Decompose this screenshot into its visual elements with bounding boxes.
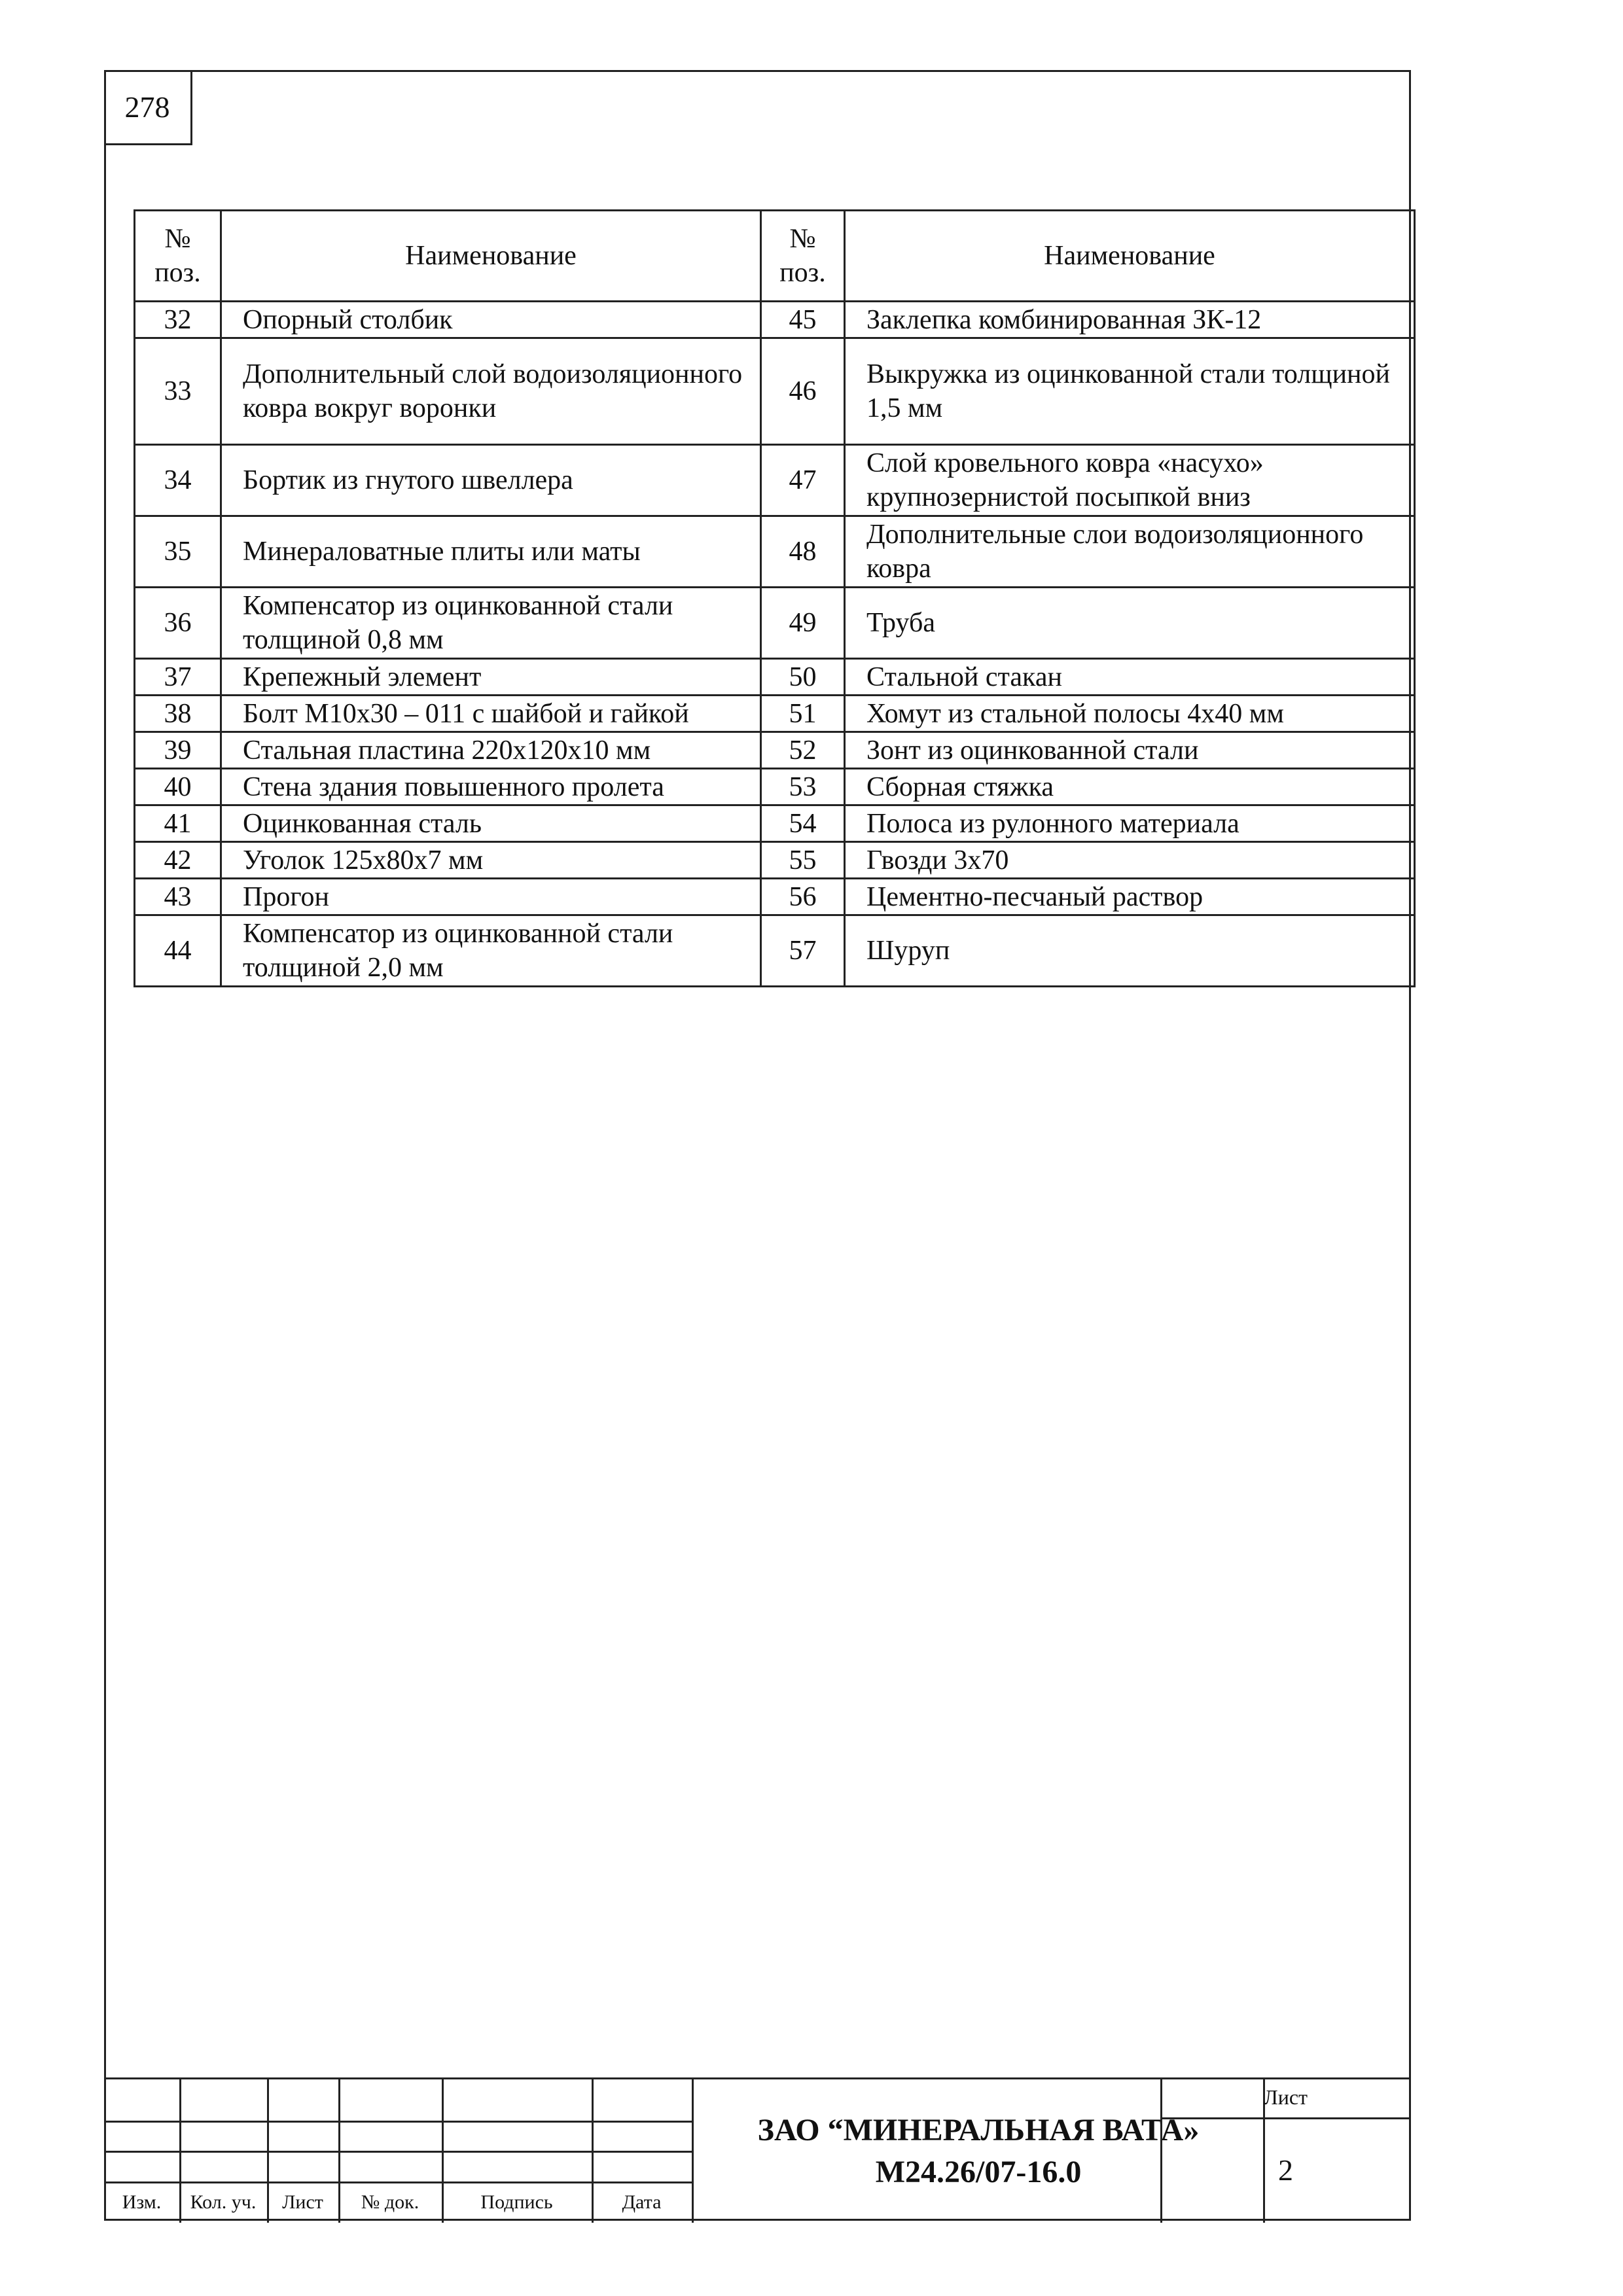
position-number-left: 33 bbox=[135, 338, 221, 445]
table-row bbox=[135, 659, 1415, 696]
item-name-left: Прогон bbox=[221, 879, 761, 915]
item-name-right: Полоса из рулонного материала bbox=[845, 805, 1415, 842]
position-number-right: 56 bbox=[761, 879, 845, 915]
item-name-left: Болт М10х30 – 011 с шайбой и гайкой bbox=[221, 696, 761, 732]
position-number-left: 34 bbox=[135, 445, 221, 516]
position-number-left: 39 bbox=[135, 732, 221, 769]
specification-table bbox=[134, 209, 1416, 987]
item-name-right: Зонт из оцинкованной стали bbox=[845, 732, 1415, 769]
column-label-date: Дата bbox=[622, 2191, 662, 2213]
table-row bbox=[135, 879, 1415, 915]
table-row bbox=[135, 842, 1415, 879]
item-name-left: Опорный столбик bbox=[221, 302, 761, 338]
position-number-right: 50 bbox=[761, 659, 845, 696]
item-name-right: Заклепка комбинированная ЗК-12 bbox=[845, 302, 1415, 338]
item-name-left: Минераловатные плиты или маты bbox=[221, 516, 761, 588]
table-row bbox=[135, 338, 1415, 445]
column-label-document-number: № док. bbox=[361, 2191, 419, 2213]
table-row bbox=[135, 588, 1415, 659]
item-name-left: Бортик из гнутого швеллера bbox=[221, 445, 761, 516]
item-name-left: Дополнительный слой водоизоляционного ковра вокруг воронки bbox=[221, 338, 761, 445]
position-number-right: 47 bbox=[761, 445, 845, 516]
table-row bbox=[135, 769, 1415, 805]
table-row bbox=[135, 302, 1415, 338]
position-number-left: 42 bbox=[135, 842, 221, 879]
position-number-right: 49 bbox=[761, 588, 845, 659]
table-row bbox=[135, 516, 1415, 588]
table-row bbox=[135, 805, 1415, 842]
column-label-sheet: Лист bbox=[282, 2191, 323, 2213]
company-name: ЗАО “МИНЕРАЛЬНАЯ ВАТА» bbox=[757, 2112, 1200, 2147]
item-name-left: Крепежный элемент bbox=[221, 659, 761, 696]
column-label-count: Кол. уч. bbox=[190, 2191, 257, 2213]
position-number-right: 51 bbox=[761, 696, 845, 732]
header-name-right: Наименование bbox=[845, 211, 1415, 302]
position-number-right: 55 bbox=[761, 842, 845, 879]
item-name-left: Стена здания повышенного пролета bbox=[221, 769, 761, 805]
position-number-right: 54 bbox=[761, 805, 845, 842]
table-row bbox=[135, 445, 1415, 516]
table-header-row bbox=[135, 211, 1415, 302]
position-number-right: 45 bbox=[761, 302, 845, 338]
revision-grid bbox=[104, 2079, 692, 2223]
item-name-left: Оцинкованная сталь bbox=[221, 805, 761, 842]
document-code: М24.26/07-16.0 bbox=[875, 2154, 1082, 2189]
position-number-right: 52 bbox=[761, 732, 845, 769]
item-name-left: Компенсатор из оцинкованной стали толщиной 2,0 мм bbox=[221, 915, 761, 987]
column-label-signature: Подпись bbox=[480, 2191, 553, 2213]
position-number-left: 41 bbox=[135, 805, 221, 842]
position-number-left: 35 bbox=[135, 516, 221, 588]
item-name-left: Стальная пластина 220х120х10 мм bbox=[221, 732, 761, 769]
position-number-right: 57 bbox=[761, 915, 845, 987]
table-row bbox=[135, 915, 1415, 987]
item-name-right: Шуруп bbox=[845, 915, 1415, 987]
item-name-left: Компенсатор из оцинкованной стали толщиной 0,8 мм bbox=[221, 588, 761, 659]
item-name-right: Труба bbox=[845, 588, 1415, 659]
position-number-left: 43 bbox=[135, 879, 221, 915]
sheet-number: 2 bbox=[1278, 2153, 1293, 2187]
item-name-right: Гвозди 3х70 bbox=[845, 842, 1415, 879]
page-number: 278 bbox=[104, 70, 192, 145]
item-name-right: Выкружка из оцинкованной стали толщиной 1,5 мм bbox=[845, 338, 1415, 445]
header-name-left: Наименование bbox=[221, 211, 761, 302]
position-number-left: 36 bbox=[135, 588, 221, 659]
column-label-change: Изм. bbox=[122, 2191, 162, 2213]
position-number-left: 44 bbox=[135, 915, 221, 987]
position-number-right: 53 bbox=[761, 769, 845, 805]
table-row bbox=[135, 732, 1415, 769]
position-number-left: 32 bbox=[135, 302, 221, 338]
position-number-left: 40 bbox=[135, 769, 221, 805]
item-name-left: Уголок 125х80х7 мм bbox=[221, 842, 761, 879]
position-number-right: 46 bbox=[761, 338, 845, 445]
item-name-right: Хомут из стальной полосы 4х40 мм bbox=[845, 696, 1415, 732]
position-number-left: 38 bbox=[135, 696, 221, 732]
position-number-left: 37 bbox=[135, 659, 221, 696]
table-row bbox=[135, 696, 1415, 732]
item-name-right: Слой кровельного ковра «насухо» крупнозернистой посыпкой вниз bbox=[845, 445, 1415, 516]
item-name-right: Сборная стяжка bbox=[845, 769, 1415, 805]
item-name-right: Стальной стакан bbox=[845, 659, 1415, 696]
sheet-label: Лист bbox=[1160, 2077, 1411, 2119]
header-position-number-left: № поз. bbox=[135, 211, 221, 302]
position-number-right: 48 bbox=[761, 516, 845, 588]
header-position-number-right: № поз. bbox=[761, 211, 845, 302]
item-name-right: Цементно-песчаный раствор bbox=[845, 879, 1415, 915]
item-name-right: Дополнительные слои водоизоляционного ковра bbox=[845, 516, 1415, 588]
